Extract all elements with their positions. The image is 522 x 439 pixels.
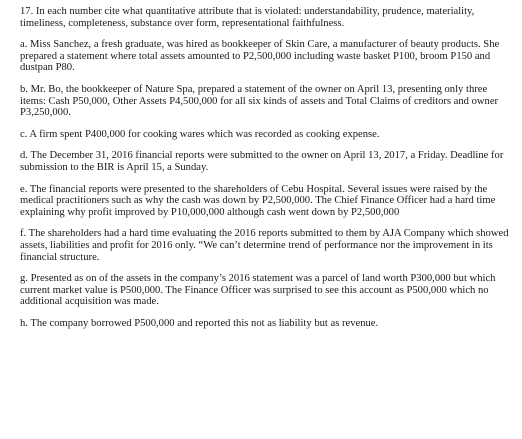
item-g: g. Presented as on of the assets in the company’s 2016 statement was a parcel of land worth P300,000 but which current market value is P500,000. The Finance Officer was surprised to see this account as P500,000 which no additional acquisition was made. (20, 273, 496, 308)
question-intro: 17. In each number cite what quantitative attribute that is violated: understandability, prudence, materiality, timeliness, completeness, substance over form, representational faithfulness. (20, 6, 475, 29)
item-b: b. Mr. Bo, the bookkeeper of Nature Spa, prepared a statement of the owner on April 13, presenting only three items: Cash P50,000, Other Assets P4,500,000 for all six kinds of assets and Total Claims of creditors and owner P3,250,000. (20, 83, 499, 119)
item-f: f. The shareholders had a hard time evaluating the 2016 reports submitted to them by AJA Company which showed assets, liabilities and profit for 2016 only. “We can’t determine trend of performance nor the improvement in its financial structure. (20, 228, 509, 263)
item-d: d. The December 31, 2016 financial reports were submitted to the owner on April 13, 2017, a Friday. Deadline for submission to the BIR is April 15, a Sunday. (20, 150, 504, 173)
document-body (20, 6, 514, 339)
item-h: h. The company borrowed P500,000 and reported this not as liability but as revenue. (20, 317, 379, 329)
item-e: e. The financial reports were presented to the shareholders of Cebu Hospital. Several issues were raised by the medical practitioners such as why the cash was down by P2,500,000. The Chief Finance Officer had a hard time explaining why profit improved by P10,000,000 although cash went down by P2,500,000 (20, 183, 496, 218)
item-a: a. Miss Sanchez, a fresh graduate, was hired as bookkeeper of Skin Care, a manufacturer of beauty products. She prepared a statement where total assets amounted to P2,500,000 including waste basket P100, broom P150 and dustpan P80. (20, 39, 500, 74)
item-c: c. A firm spent P400,000 for cooking wares which was recorded as cooking expense. (20, 128, 380, 140)
